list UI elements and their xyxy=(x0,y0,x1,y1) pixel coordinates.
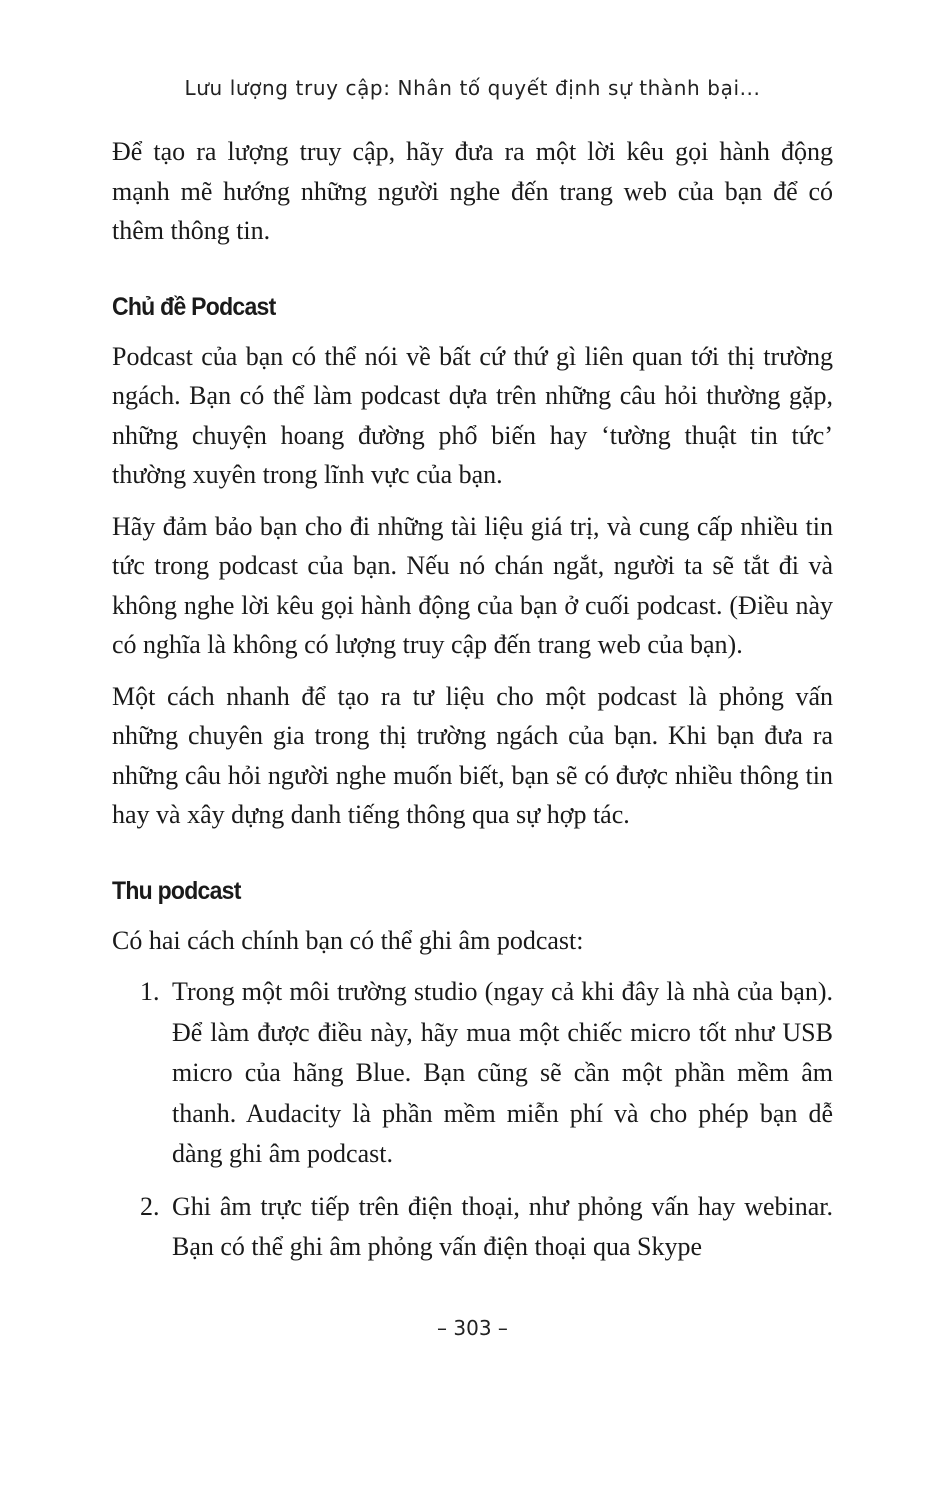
intro-paragraph: Để tạo ra lượng truy cập, hãy đưa ra một lời kêu gọi hành động mạnh mẽ hướng những người nghe đến trang web của bạn để có thêm thông tin. xyxy=(112,137,833,245)
list-item-text: Trong một môi trường studio (ngay cả khi đây là nhà của bạn). Để làm được điều này, hãy mua một chiếc micro tốt như USB micro của hãng Blue. Bạn cũng sẽ cần một phần mềm âm thanh. Audacity là phần mềm miễn phí và cho phép bạn dễ dàng ghi âm podcast. xyxy=(172,977,833,1168)
page-number: – 303 – xyxy=(437,1316,508,1340)
recording-methods-list xyxy=(112,972,833,1268)
page-body xyxy=(112,132,833,1280)
list-item xyxy=(112,1187,833,1268)
running-head: Lưu lượng truy cập: Nhân tố quyết định sự thành bại... xyxy=(184,76,761,100)
section-heading-recording-podcast: Thu podcast xyxy=(112,876,241,905)
list-intro-paragraph: Có hai cách chính bạn có thể ghi âm podcast: xyxy=(112,925,584,955)
section-heading-podcast-topics: Chủ đề Podcast xyxy=(112,292,276,321)
list-item-text: Ghi âm trực tiếp trên điện thoại, như phỏng vấn hay webinar. Bạn có thể ghi âm phỏng vấn điện thoại qua Skype xyxy=(172,1191,833,1261)
body-paragraph: Hãy đảm bảo bạn cho đi những tài liệu giá trị, và cung cấp nhiều tin tức trong podcast của bạn. Nếu nó chán ngắt, người ta sẽ tắt đi và không nghe lời kêu gọi hành động của bạn ở cuối podcast. (Điều này có nghĩa là không có lượng truy cập đến trang web của bạn). xyxy=(112,511,833,659)
body-paragraph: Podcast của bạn có thể nói về bất cứ thứ gì liên quan tới thị trường ngách. Bạn có thể làm podcast dựa trên những câu hỏi thường gặp, những chuyện hoang đường phổ biến hay ‘tường thuật tin tức’ thường xuyên trong lĩnh vực của bạn. xyxy=(112,341,833,489)
list-item-number: 2. xyxy=(140,1191,160,1221)
list-item-number: 1. xyxy=(140,977,160,1006)
body-paragraph: Một cách nhanh để tạo ra tư liệu cho một podcast là phỏng vấn những chuyên gia trong thị trường ngách của bạn. Khi bạn đưa ra những câu hỏi người nghe muốn biết, bạn sẽ có được nhiều thông tin hay và xây dựng danh tiếng thông qua sự hợp tác. xyxy=(112,681,833,829)
list-item xyxy=(112,972,833,1175)
